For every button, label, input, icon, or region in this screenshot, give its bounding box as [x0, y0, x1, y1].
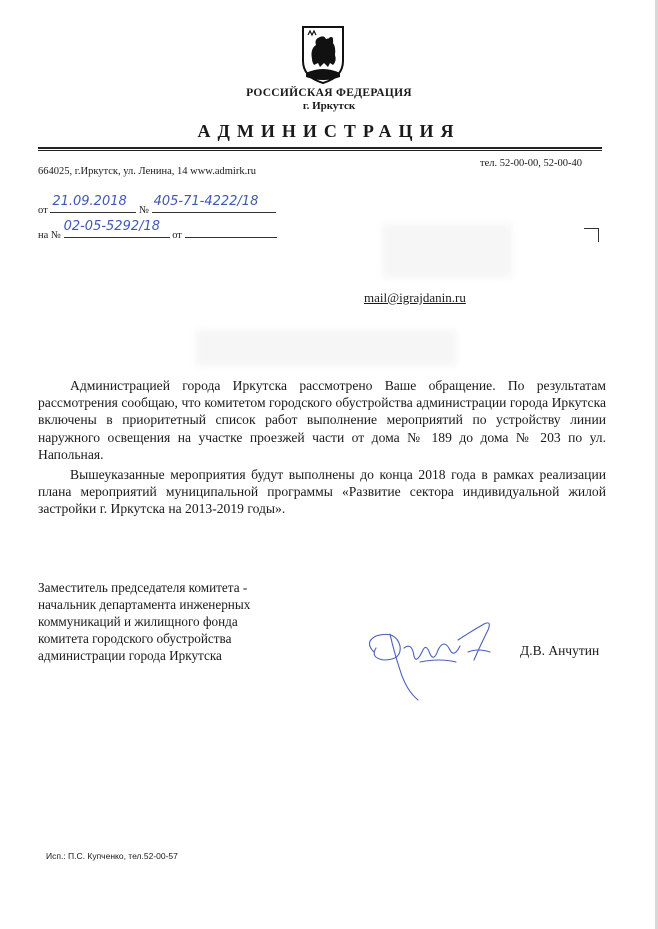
letterhead-rule-thick — [38, 147, 602, 149]
signatory-title-line: администрации города Иркутска — [38, 648, 222, 663]
letterhead-rule-thin — [38, 150, 602, 151]
date-field — [50, 194, 136, 213]
reply-date-field — [185, 223, 277, 238]
department-title: АДМИНИСТРАЦИЯ — [197, 121, 461, 141]
executor-note: Исп.: П.С. Купченко, тел.52-00-57 — [46, 851, 178, 861]
incoming-number-field — [63, 219, 170, 238]
redacted-salutation — [195, 330, 457, 366]
address-block-corner-vertical — [598, 228, 599, 242]
signatory-title-line: комитета городского обустройства — [38, 631, 232, 646]
number-label: № — [138, 205, 149, 216]
signatory-title — [38, 579, 250, 664]
coat-of-arms-emblem — [300, 25, 346, 85]
signer-name: Д.В. Анчутин — [520, 643, 600, 658]
recipient-email: mail@igrajdanin.ru — [364, 290, 466, 305]
redacted-recipient-name — [382, 224, 512, 278]
address-block-corner — [584, 228, 599, 229]
address-line: 664025, г.Иркутск, ул. Ленина, 14 www.admirk.ru — [38, 166, 256, 177]
country-name: РОССИЙСКАЯ ФЕДЕРАЦИЯ — [246, 87, 412, 99]
phone-numbers: тел. 52-00-00, 52-00-40 — [480, 158, 582, 169]
reference-line-incoming — [38, 219, 277, 241]
signatory-title-line: Заместитель председателя комитета - — [38, 580, 248, 595]
from-label: от — [38, 205, 48, 216]
body-paragraph-2: Вышеуказанные мероприятия будут выполнены до конца 2018 года в рамках реализации плана мероприятий муниципальной программы «Развитие сектора индивидуальной жилой застройки г. Иркутска на 2013-2019 годы». — [38, 467, 606, 517]
handwritten-incoming-number: 02-05-5292/18 — [63, 219, 161, 234]
signatory-title-line: начальник департамента инженерных — [38, 597, 251, 612]
handwritten-outgoing-number: 405-71-4222/18 — [153, 194, 259, 209]
reply-to-label: на № — [38, 230, 61, 241]
signatory-title-line: коммуникаций и жилищного фонда — [38, 614, 238, 629]
reply-date-label: от — [172, 230, 182, 241]
reference-line-outgoing — [38, 194, 276, 216]
handwritten-signature — [360, 612, 500, 707]
outgoing-number-field — [152, 194, 276, 213]
body-paragraph-1: Администрацией города Иркутска рассмотрено Ваше обращение. По результатам рассмотрения сообщаю, что комитетом городского обустройства администрации города Иркутска включены в приоритетный список работ выполнение мероприятий по устройству линии наружного освещения на участке проезжей части от дома № 189 до дома № 203 по ул. Напольная. — [38, 378, 606, 462]
handwritten-date: 21.09.2018 — [52, 194, 127, 209]
city-name: г. Иркутск — [302, 100, 356, 112]
